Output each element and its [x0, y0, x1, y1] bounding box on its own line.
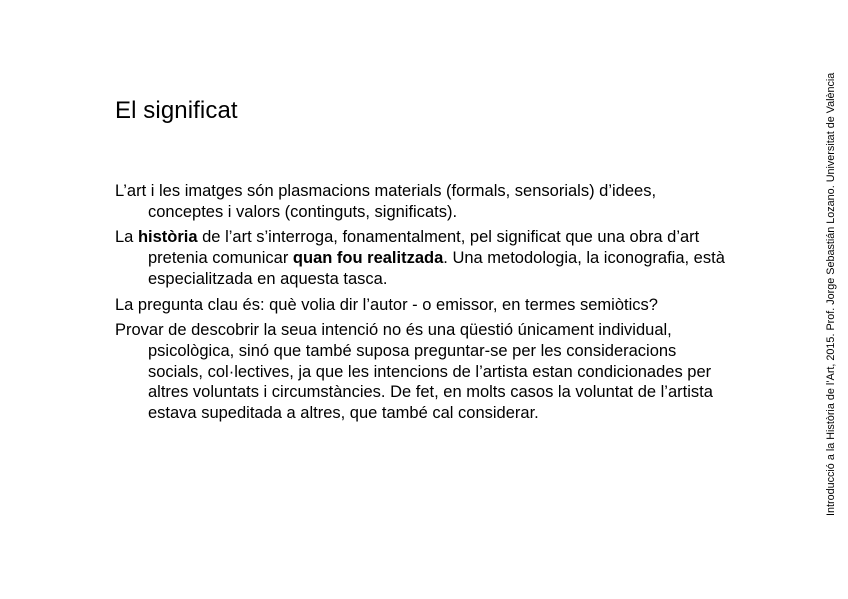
side-credit: Introducció a la Història de l’Art, 2015. Prof. Jorge Sebastián Lozano. Universitat de València: [825, 72, 837, 516]
paragraph-text: La: [115, 228, 138, 247]
paragraph-3: [115, 295, 735, 316]
paragraph-2: [115, 227, 735, 289]
paragraph-text: . Una metodologia, la iconografia, està especialitzada en aquesta tasca.: [148, 249, 725, 288]
emphasis-quan-fou-realitzada: quan fou realitzada: [292, 249, 444, 268]
slide-title: El significat: [115, 97, 238, 124]
paragraph-4: [115, 320, 735, 424]
slide-body: [115, 181, 735, 429]
paragraph-text: Provar de descobrir la seua intenció no és una qüestió únicament individual, psicològica, sinó que també suposa preguntar-se per les consideracions socials, col·lectives, ja que les intencions de l’artista estan condicionades per altres voluntats i circumstàncies. De fet, en molts casos la voluntat de l’artista estava supeditada a altres, que també cal considerar.: [115, 321, 713, 423]
paragraph-1: [115, 181, 735, 222]
paragraph-text: L’art i les imatges són plasmacions materials (formals, sensorials) d’idees, conceptes i valors (continguts, significats).: [115, 182, 657, 221]
paragraph-text: de l’art s’interroga, fonamentalment, pel significat que una obra d’art pretenia comunicar: [148, 228, 700, 268]
emphasis-historia: història: [137, 228, 198, 247]
paragraph-text: La pregunta clau és: què volia dir l’autor - o emissor, en termes semiòtics?: [115, 295, 658, 314]
